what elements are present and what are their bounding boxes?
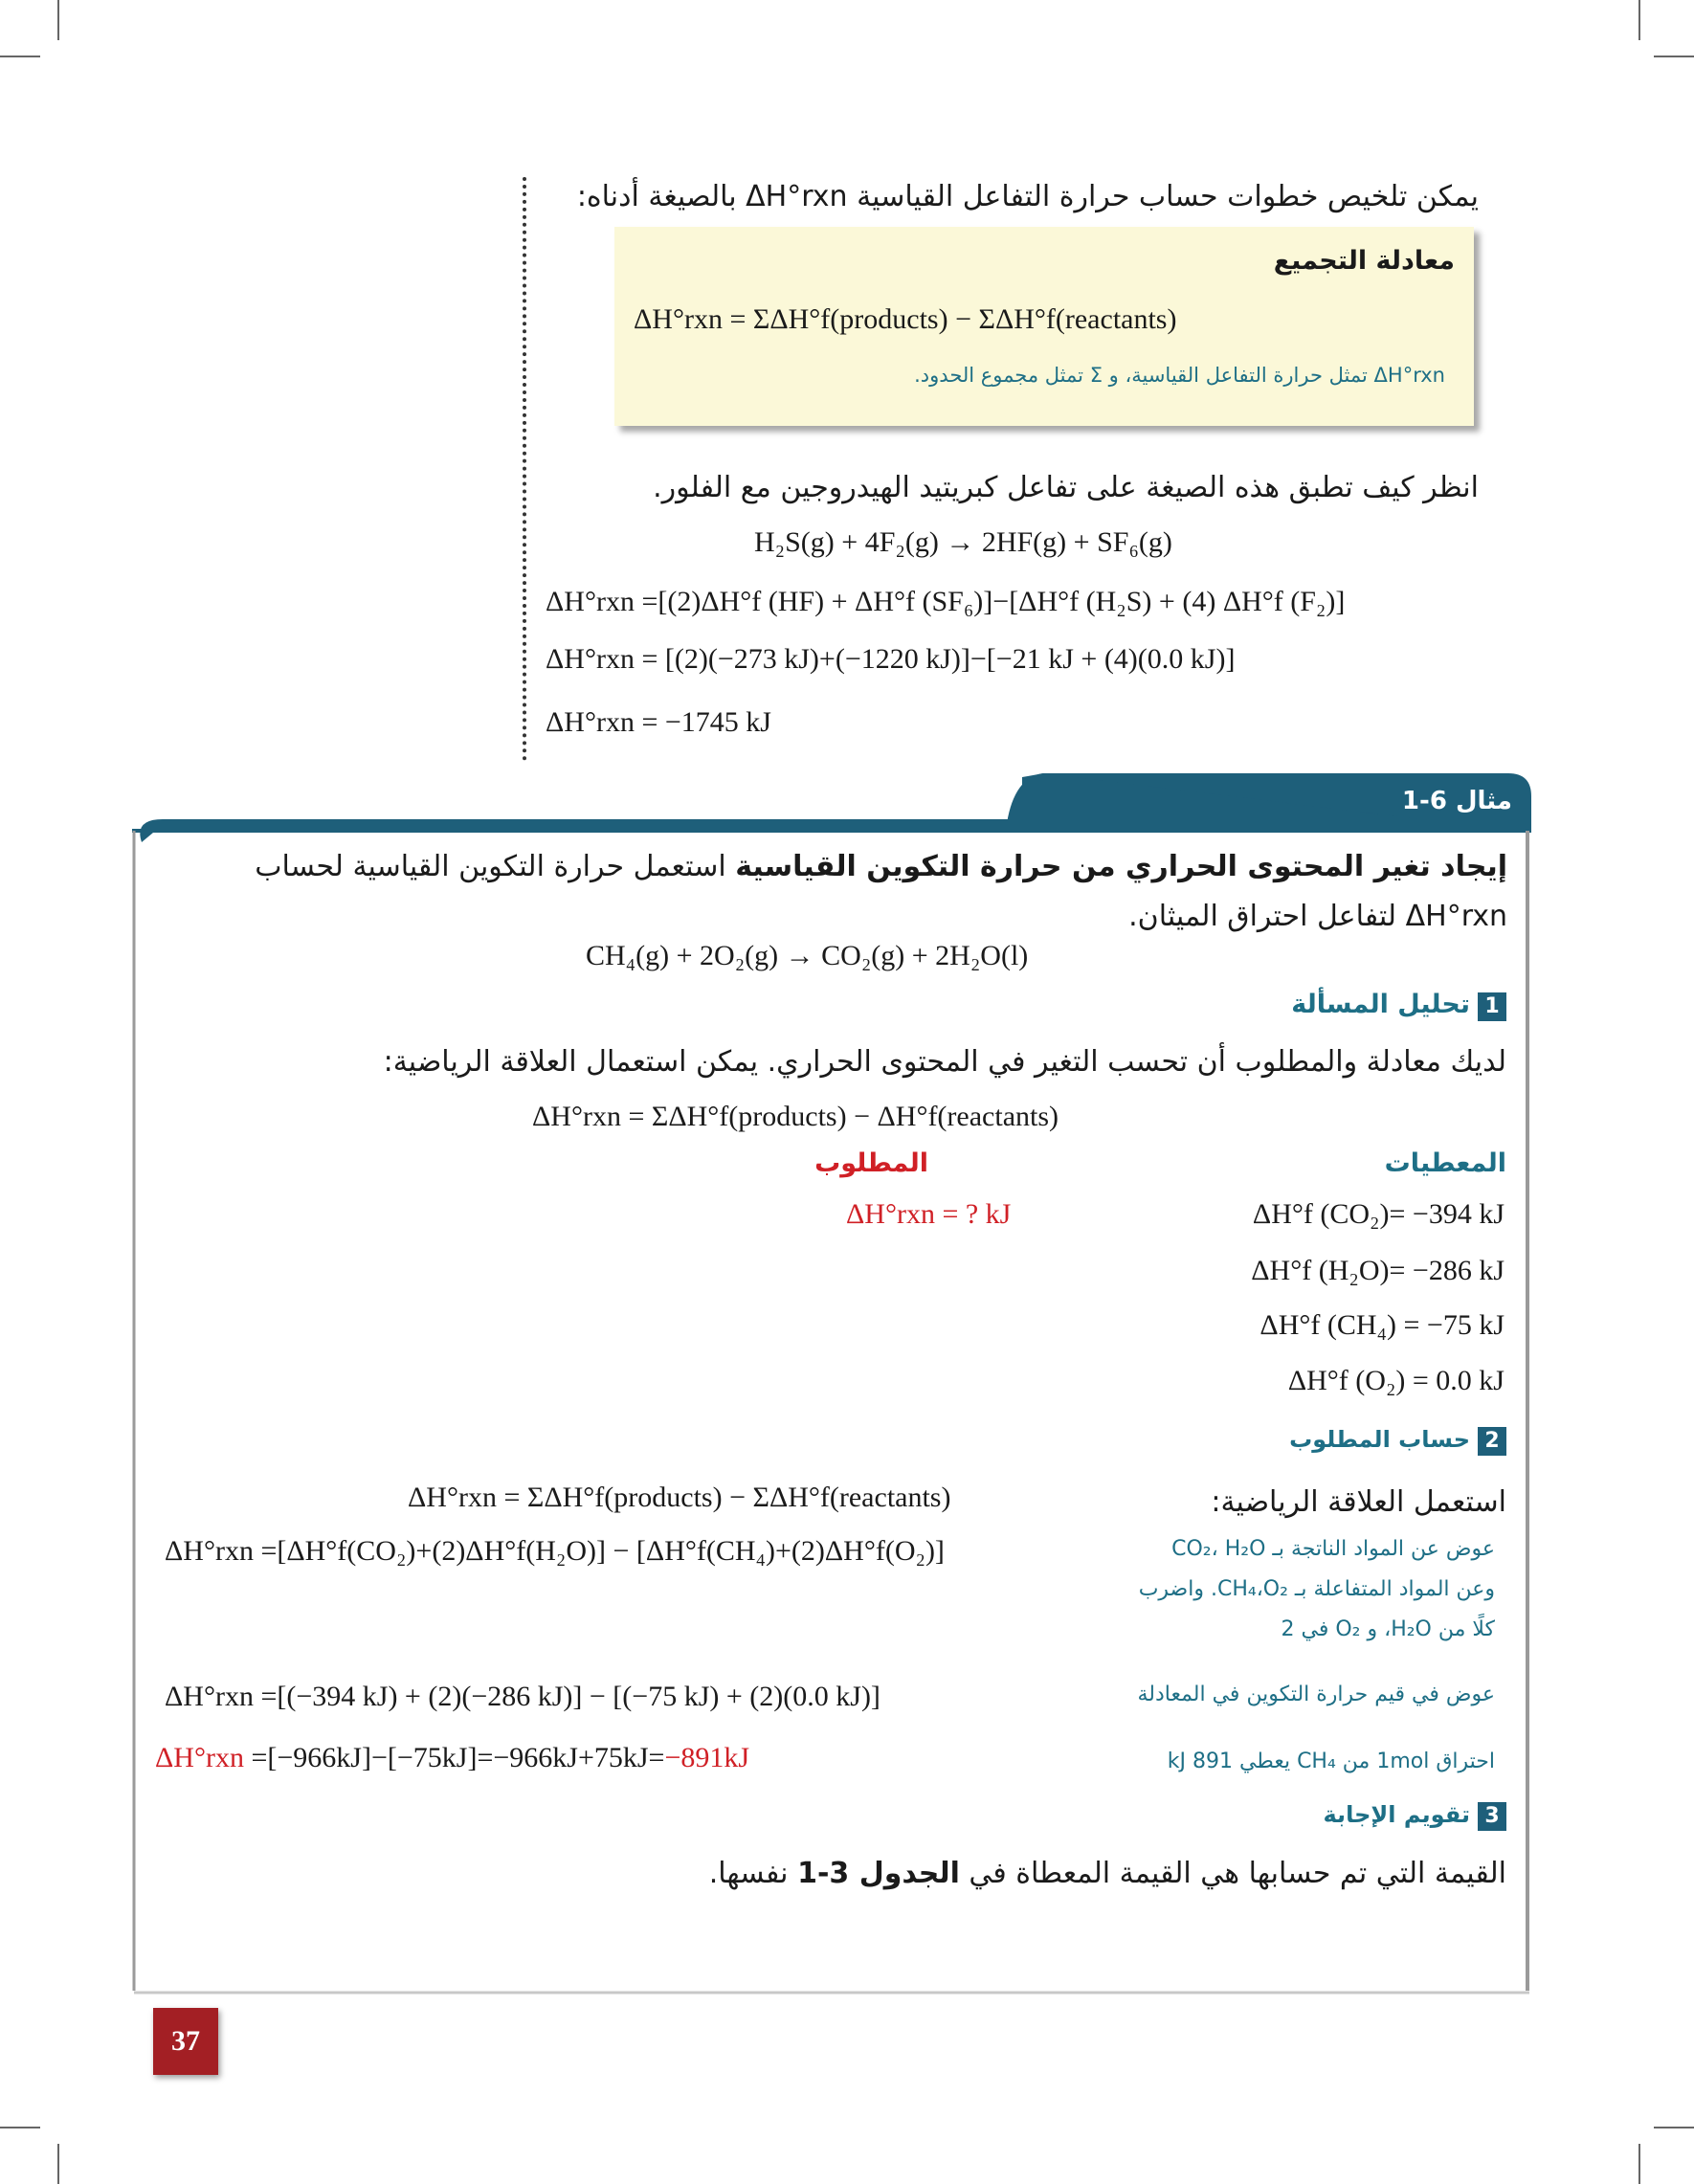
step3-text-bold: الجدول 3-1 (797, 1857, 960, 1890)
step2-line-3-lhs: ΔH°rxn (155, 1742, 244, 1773)
h2s-step-2: ΔH°rxn = [(2)(−273 kJ)+(−1220 kJ)]−[−21 kJ + (4)(0.0 kJ)] (546, 643, 1236, 675)
example-tab-label: مثال 6-1 (1401, 787, 1512, 815)
step2-note-1-line: وعن المواد المتفاعلة بـ CH₄،O₂. واضرب (1138, 1577, 1495, 1601)
step1-equation: ΔH°rxn = ΣΔH°f(products) − ΔH°f(reactants) (532, 1101, 1059, 1132)
step2-title: حساب المطلوب (1289, 1426, 1470, 1453)
known-h2o: ΔH°f (H₂O)= −286 kJ (1251, 1255, 1505, 1286)
step3-text-b: نفسها. (708, 1857, 798, 1890)
box-title: معادلة التجميع (1273, 246, 1455, 276)
step3-number: 3 (1478, 1802, 1506, 1831)
step2-note-2: عوض في قيم حرارة التكوين في المعادلة (1137, 1683, 1495, 1706)
step1-text: لديك معادلة والمطلوب أن تحسب التغير في المحتوى الحراري. يمكن استعمال العلاقة الرياضية: (383, 1045, 1506, 1079)
step2-use-text: استعمل العلاقة الرياضية: (1211, 1485, 1506, 1519)
methane-reaction: CH₄(g) + 2O₂(g) → CO₂(g) + 2H₂O(l) (586, 940, 1029, 971)
step2-note-3: احتراق 1mol من CH₄ يعطي 891 kJ (1167, 1749, 1495, 1773)
h2s-step-3: ΔH°rxn = −1745 kJ (546, 706, 771, 738)
step1-title: تحليل المسألة (1291, 990, 1470, 1019)
step3-text-a: القيمة التي تم حسابها هي القيمة المعطاة في (959, 1857, 1506, 1890)
h2s-step-1: ΔH°rxn =[(2)ΔH°f (HF) + ΔH°f (SF₆)]−[ΔH°f (H₂S) + (4) ΔH°f (F₂)] (546, 586, 1346, 617)
example-title-rest: استعمل حرارة التكوين القياسية لحساب ΔH°rxn لتفاعل احتراق الميثان. (255, 850, 1507, 933)
step2-line-2: ΔH°rxn =[(−394 kJ) + (2)(−286 kJ)] − [(−75 kJ) + (2)(0.0 kJ)] (165, 1681, 880, 1712)
summary-text: يمكن تلخيص خطوات حساب حرارة التفاعل القياسية ΔH°rxn بالصيغة أدناه: (576, 180, 1479, 213)
step2-heading (1289, 1426, 1506, 1456)
step2-note-1-line: عوض عن المواد الناتجة بـ CO₂، H₂O (1171, 1537, 1495, 1561)
step1-heading (1291, 990, 1506, 1021)
step2-line-3 (155, 1742, 749, 1774)
apply-text: انظر كيف تطبق هذه الصيغة على تفاعل كبريتيد الهيدروجين مع الفلور. (653, 471, 1479, 504)
unknown-title: المطلوب (814, 1148, 928, 1178)
step2-number: 2 (1478, 1427, 1506, 1456)
step2-equation: ΔH°rxn = ΣΔH°f(products) − ΣΔH°f(reactants) (408, 1482, 951, 1513)
step2-note-1 (1112, 1529, 1495, 1650)
step3-heading (1324, 1801, 1507, 1831)
example-title (148, 842, 1507, 942)
known-title: المعطيات (1384, 1148, 1506, 1178)
box-equation: ΔH°rxn = ΣΔH°f(products) − ΣΔH°f(reactants) (634, 303, 1177, 335)
step2-note-1-line: كلًا من H₂O، و O₂ في 2 (1281, 1617, 1495, 1641)
step2-answer: −891kJ (664, 1742, 750, 1773)
known-o2: ΔH°f (O₂) = 0.0 kJ (1287, 1365, 1505, 1396)
step1-number: 1 (1478, 992, 1506, 1021)
step2-line-3-mid: =[−966kJ]−[−75kJ]=−966kJ+75kJ= (243, 1742, 665, 1773)
step3-text (358, 1849, 1506, 1899)
known-ch4: ΔH°f (CH₄) = −75 kJ (1259, 1309, 1505, 1341)
box-note: ΔH°rxn تمثل حرارة التفاعل القياسية، و Σ تمثل مجموع الحدود. (914, 364, 1445, 387)
unknown-value: ΔH°rxn = ? kJ (846, 1198, 1012, 1230)
step3-title: تقويم الإجابة (1323, 1801, 1470, 1828)
page-number: 37 (153, 2008, 218, 2075)
known-co2: ΔH°f (CO₂)= −394 kJ (1252, 1198, 1505, 1230)
step2-line-1: ΔH°rxn =[ΔH°f(CO₂)+(2)ΔH°f(H₂O)] − [ΔH°f(CH₄)+(2)ΔH°f(O₂)] (165, 1535, 945, 1567)
example-title-bold: إيجاد تغير المحتوى الحراري من حرارة التكوين القياسية (735, 850, 1507, 883)
h2s-reaction: H₂S(g) + 4F₂(g) → 2HF(g) + SF₆(g) (754, 526, 1172, 558)
